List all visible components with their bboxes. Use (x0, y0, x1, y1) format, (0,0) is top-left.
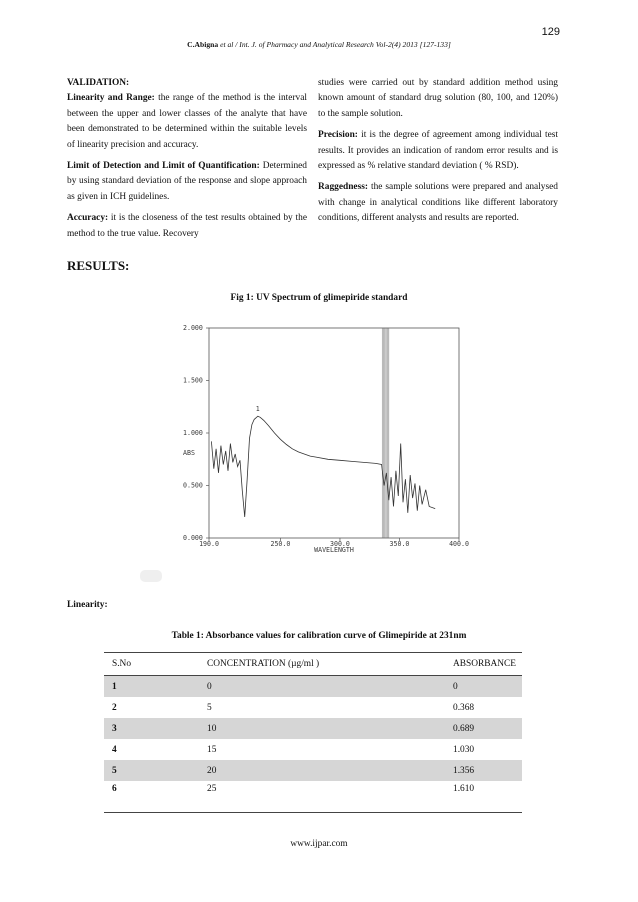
linearity-paragraph (67, 91, 307, 153)
plot-frame (209, 328, 459, 538)
precision-term: Precision: (318, 130, 358, 141)
header-etal: et al (220, 40, 234, 49)
vertical-grid-band (382, 328, 389, 538)
right-column (318, 76, 558, 233)
footer-url: www.ijpar.com (290, 839, 348, 849)
linearity-text: the range of the method is the interval between the upper and lower classes of the analyte that have been demonstrated to be determined within the suitable levels of linearity precision and accuracy. (67, 93, 307, 150)
cell-sno: 6 (104, 781, 199, 813)
spectrum-trace (211, 416, 435, 517)
page-number: 129 (541, 26, 560, 38)
table-header-row (104, 653, 522, 676)
cell-absorbance: 0.368 (453, 702, 475, 713)
x-axis-label: WAVELENGTH (314, 546, 354, 554)
cell-sno: 2 (112, 702, 117, 713)
running-header (0, 40, 638, 49)
ruggedness-text: the sample solutions were prepared and analysed with change in analytical conditions like different laboratory conditions, different analysts and results are reported. (318, 182, 558, 224)
lod-text: Determined by using standard deviation of the response and slope approach as given in ICH guidelines. (67, 161, 307, 202)
figure-caption: Fig 1: UV Spectrum of glimepiride standard (230, 293, 408, 303)
absorbance-table (104, 652, 522, 813)
header-journal: / Int. J. of Pharmacy and Analytical Research Vol-2(4) 2013 [127-133] (235, 40, 451, 49)
header-sno: S.No (104, 653, 199, 676)
accuracy-term: Accuracy: (67, 213, 109, 224)
validation-heading: VALIDATION: (67, 78, 130, 88)
table-caption: Table 1: Absorbance values for calibration curve of Glimepiride at 231nm (171, 631, 467, 641)
cell-concentration: 20 (199, 760, 445, 781)
cell-absorbance: 1.030 (453, 744, 475, 755)
scan-smudge (140, 570, 162, 582)
lod-term: Limit of Detection and Limit of Quantification: (67, 161, 260, 172)
table-row (104, 781, 522, 813)
y-tick-label: 1.500 (183, 376, 203, 385)
cell-concentration: 15 (207, 744, 217, 755)
x-tick-label: 250.0 (270, 540, 291, 548)
cell-absorbance: 1.356 (445, 760, 522, 781)
cell-concentration: 25 (199, 781, 445, 813)
y-tick-label: 0.000 (183, 534, 203, 542)
cell-absorbance: 0 (445, 676, 522, 698)
cell-concentration: 5 (207, 702, 212, 713)
cell-sno: 5 (104, 760, 199, 781)
lod-paragraph (67, 159, 307, 205)
cell-concentration: 0 (199, 676, 445, 698)
recovery-continuation: studies were carried out by standard addition method using known amount of standard drug solution (80, 100, and 120%) to the sample solution. (318, 78, 558, 119)
y-tick-label: 0.500 (183, 481, 203, 490)
cell-concentration: 10 (199, 718, 445, 739)
table-row (104, 760, 522, 781)
y-tick-label: 1.000 (183, 429, 203, 437)
cell-sno: 1 (104, 676, 199, 698)
ruggedness-term: Raggedness: (318, 182, 369, 193)
precision-paragraph (318, 128, 558, 174)
x-tick-label: 300.0 (330, 540, 350, 548)
accuracy-text: it is the closeness of the test results obtained by the method to the true value. Recovery (67, 213, 307, 239)
table-row (104, 739, 522, 760)
table-row (104, 676, 522, 698)
header-concentration: CONCENTRATION (µg/ml ) (199, 653, 445, 676)
precision-text: it is the degree of agreement among individual test results. It provides an indication of random error results and is expressed as % relative standard deviation ( % RSD). (318, 130, 558, 172)
left-column (67, 76, 307, 248)
cell-sno: 3 (104, 718, 199, 739)
header-author: C.Abigna (187, 40, 219, 49)
abs-axis-label: ABS (183, 449, 195, 457)
peak-marker-label: 1 (255, 405, 260, 414)
table-row (104, 697, 522, 718)
results-heading: RESULTS: (67, 258, 130, 273)
x-tick-label: 400.0 (449, 540, 469, 548)
cell-sno: 4 (112, 744, 117, 755)
table-row (104, 718, 522, 739)
header-absorbance: ABSORBANCE (445, 653, 522, 676)
uv-spectrum-chart (152, 318, 482, 554)
accuracy-paragraph (67, 211, 307, 242)
linearity-heading: Linearity: (67, 600, 108, 610)
x-tick-label: 190.0 (199, 540, 219, 548)
y-tick-label: 2.000 (183, 324, 203, 332)
linearity-term: Linearity and Range: (67, 93, 155, 104)
x-tick-label: 350.0 (389, 540, 410, 548)
ruggedness-paragraph (318, 180, 558, 226)
cell-absorbance: 1.610 (445, 781, 522, 813)
cell-absorbance: 0.689 (445, 718, 522, 739)
